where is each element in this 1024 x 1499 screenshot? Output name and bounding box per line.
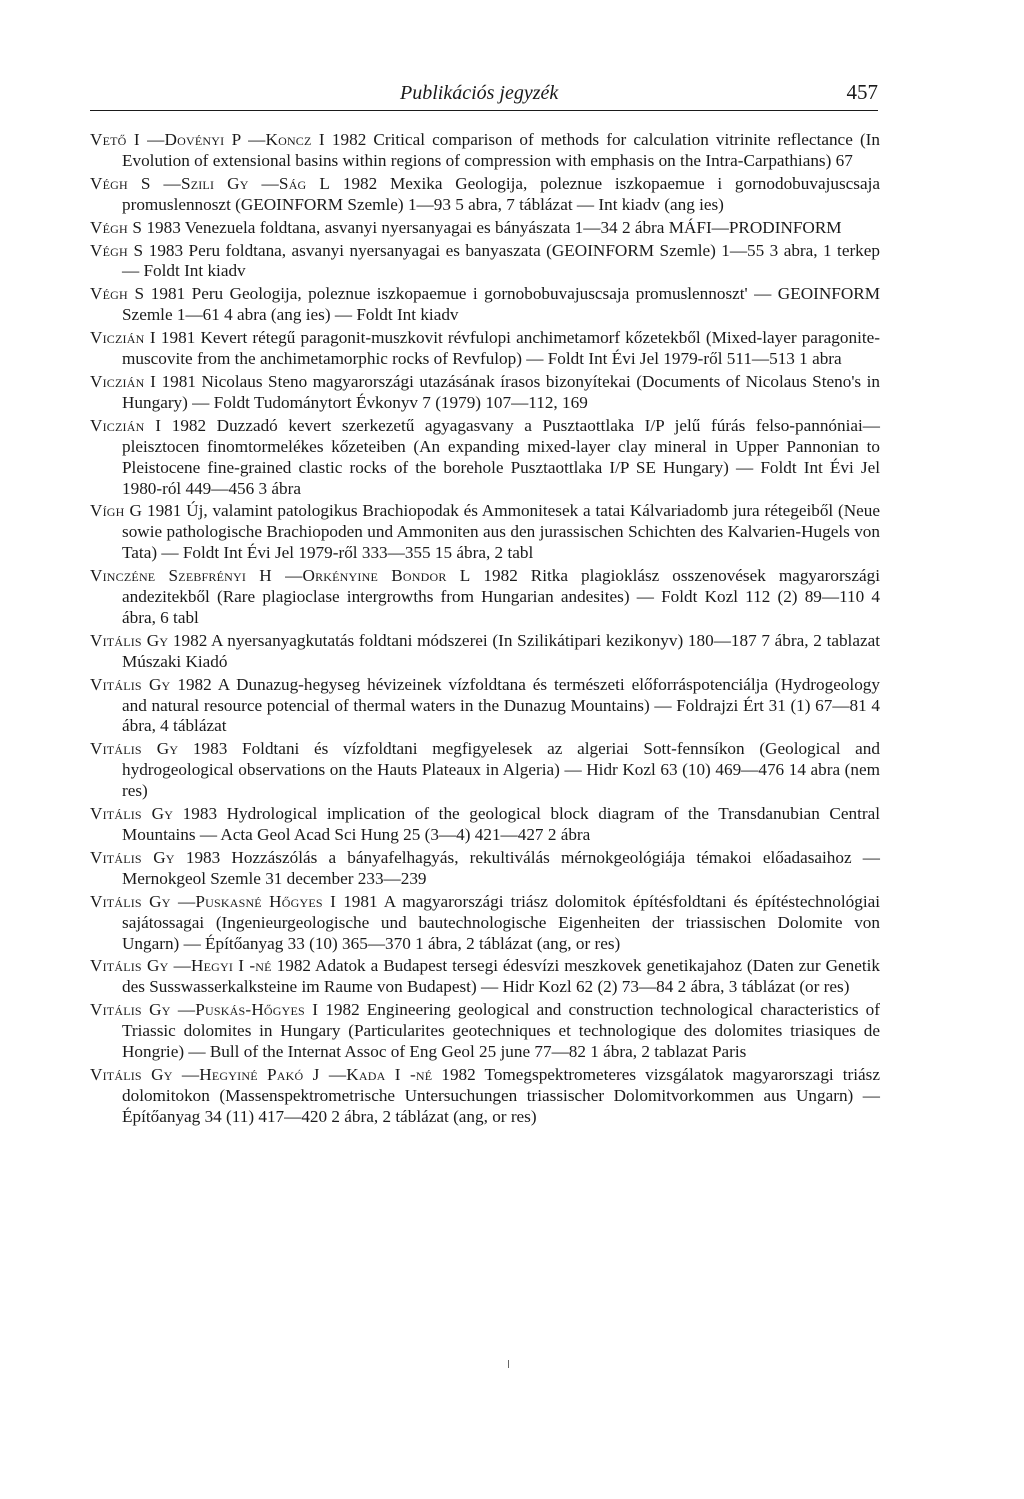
entry-authors: Vitális Gy	[90, 847, 175, 867]
entry-text: 1982 Mexika Geologija, poleznue iszkopaemue i gornodobuvajuscsaja promuslennoszt (GEOINFORM Szemle) 1—93 5 abra, 7 táblázat — Int kiadv (ang ies)	[122, 173, 880, 214]
entry-authors: Vitális Gy —Hegyiné Pakó J —Kada I -né	[90, 1064, 433, 1084]
entry-text: 1981 A magyarországi triász dolomitok építésfoldtani és építéstechnológiai sajátossagai (Ingenieurgeologische und bautechnologische Eigenheiten der triassischen Dolomite von Ungarn) — Építőanyag 33 (10) 365—370 1 ábra, 2 táblázat (ang, or res)	[122, 891, 881, 953]
entry-text: 1982 A nyersanyagkutatás foldtani módszerei (In Szilikátipari kezikonyv) 180—187 7 ábra, 2 tablazat Múszaki Kiadó	[122, 630, 880, 671]
bibliography-entry	[90, 174, 880, 216]
entry-authors: Vitális Gy	[90, 674, 171, 694]
entry-text: 1982 Duzzadó kevert szerkezetű agyagasvany a Pusztaottlaka I/P jelű fúrás felso-pannóniai—pleisztocen finomtormelékes kőzeteiben (An expanding mixed-layer clay mineral in Upper Pannonian to Pleistocene fine-grained clastic rocks of the borehole Pusztaottlaka I/P SE Hungary) — Foldt Int Évi Jel 1980-ról 449—456 3 ábra	[122, 415, 880, 498]
entry-text: 1982 Critical comparison of methods for calculation vitrinite reflectance (In Evolution of extensional basins within regions of compression with emphasis on the Intra-Carpathians) 67	[122, 130, 880, 170]
bibliography-entry	[90, 956, 880, 998]
bibliography-entry	[90, 804, 880, 846]
entry-text: 1983 Peru foldtana, asvanyi nyersanyagai es banyaszata (GEOINFORM Szemle) 1—55 3 abra, 1 terkep — Foldt Int kiadv	[122, 240, 880, 281]
entry-authors: Viczián I	[90, 328, 156, 348]
entry-authors: Viczián I	[90, 371, 157, 391]
page-number: 457	[846, 80, 878, 104]
bibliography-entry	[90, 328, 880, 370]
bibliography-entry	[90, 675, 880, 738]
entry-text: 1983 Hydrological implication of the geological block diagram of the Transdanubian Central Mountains — Acta Geol Acad Sci Hung 25 (3—4) 421—427 2 ábra	[122, 804, 880, 844]
entry-authors: Vitális Gy	[90, 804, 174, 824]
entry-authors: Vitális Gy —Puskás-Hőgyes I	[90, 1000, 319, 1020]
bibliography-entry	[90, 416, 880, 500]
entry-text: 1983 Venezuela foldtana, asvanyi nyersanyagai es bányászata 1—34 2 ábra MÁFI—PRODINFORM	[142, 217, 842, 237]
entry-text: 1981 Új, valamint patologikus Brachiopodak és Ammonitesek a tatai Kálvariadomb jura rétegeiből (Neue sowie pathologische Brachiopoden und Ammoniten aus den jurassischen Schichten des Kalvarien-Hugels von Tata) — Foldt Int Évi Jel 1979-ről 333—355 15 ábra, 2 tabl	[122, 501, 880, 563]
bibliography-entry	[90, 739, 880, 802]
entry-authors: Végh S	[90, 240, 144, 260]
entry-authors: Vitális Gy	[90, 739, 179, 759]
entry-authors: Végh S —Szili Gy —Ság L	[90, 173, 331, 193]
entry-authors: Vitális Gy —Puskasné Hőgyes I	[90, 891, 337, 911]
page-header	[90, 74, 878, 111]
entry-text: 1983 Hozzászólás a bányafelhagyás, rekultiválás mérnokgeológiája témakoi előadasaihoz — Mernokgeol Szemle 31 december 233—239	[122, 847, 880, 888]
entry-authors: Viczián I	[90, 415, 162, 435]
running-title: Publikációs jegyzék	[400, 82, 559, 104]
entry-authors: Vitális Gy —Hegyi I -né	[90, 956, 272, 976]
bibliography-list	[90, 130, 880, 1130]
entry-authors: Vinczéne Szebfrényi H —Orkényine Bondor L	[90, 566, 471, 586]
entry-text: 1982 Ritka plagioklász osszenovések magyarországi andezitekből (Rare plagioclase intergrowths from Hungarian andesites) — Foldt Kozl 112 (2) 89—110 4 ábra, 6 tabl	[122, 566, 880, 627]
entry-text: 1982 Engineering geological and construction technological characteristics of Triassic dolomites in Hungary (Particularites geotechniques et technologique des dolomites triasiques de Hongrie) — Bull of the Internat Assoc of Eng Geol 25 june 77—82 1 ábra, 2 tablazat Paris	[122, 1000, 880, 1062]
bibliography-entry	[90, 848, 880, 890]
entry-text: 1982 A Dunazug-hegyseg hévizeinek vízfoldtana és természeti előforráspotenciálja (Hydrogeology and natural resource potencial of thermal waters in the Dunazug Mountains) — Foldrajzi Ért 31 (1) 67—81 4 ábra, 4 táblázat	[122, 674, 880, 736]
entry-text: 1981 Nicolaus Steno magyarországi utazásának írasos bizonyítekai (Documents of Nicolaus Steno's in Hungary) — Foldt Tudománytort Évkonyv 7 (1979) 107—112, 169	[122, 371, 880, 412]
bibliography-entry	[90, 284, 880, 326]
stray-mark	[508, 1360, 509, 1368]
bibliography-entry	[90, 218, 880, 239]
bibliography-entry	[90, 241, 880, 283]
bibliography-entry	[90, 892, 880, 955]
bibliography-entry	[90, 1000, 880, 1063]
entry-text: 1981 Kevert rétegű paragonit-muszkovit révfulopi anchimetamorf kőzetekből (Mixed-layer paragonite-muscovite from the anchimetamorphic rocks of Revfulop) — Foldt Int Évi Jel 1979-ről 511—513 1 abra	[122, 328, 880, 369]
entry-text: 1981 Peru Geologija, poleznue iszkopaemue i gornobobuvajuscsaja promuslennoszt' — GEOINFORM Szemle 1—61 4 abra (ang ies) — Foldt Int kiadv	[122, 284, 880, 325]
bibliography-entry	[90, 631, 880, 673]
bibliography-entry	[90, 130, 880, 172]
entry-authors: Végh S	[90, 217, 143, 237]
bibliography-entry	[90, 501, 880, 564]
entry-authors: Vető I —Dovényi P —Koncz I	[90, 130, 325, 149]
entry-text: 1982 Adatok a Budapest tersegi édesvízi meszkovek genetikajahoz (Daten zur Genetik des Susswasserkalksteine im Raume von Budapest) — Hidr Kozl 62 (2) 73—84 2 ábra, 3 táblázat (or res)	[122, 956, 880, 997]
bibliography-entry	[90, 372, 880, 414]
bibliography-entry	[90, 566, 880, 629]
entry-text: 1983 Foldtani és vízfoldtani megfigyelesek az algeriai Sott-fennsíkon (Geological and hydrogeological observations on the Hauts Plateaux in Algeria) — Hidr Kozl 63 (10) 469—476 14 abra (nem res)	[122, 739, 880, 801]
entry-authors: Végh S	[90, 284, 145, 304]
bibliography-entry	[90, 1065, 880, 1128]
entry-authors: Vígh G	[90, 501, 143, 521]
entry-text: 1982 Tomegspektrometeres vizsgálatok magyarorszagi triász dolomitokon (Massenspektrometrische Untersuchungen triassischer Dolomitvorkommen aus Ungarn) — Építőanyag 34 (11) 417—420 2 ábra, 2 táblázat (ang, or res)	[122, 1064, 880, 1126]
entry-authors: Vitális Gy	[90, 630, 169, 650]
